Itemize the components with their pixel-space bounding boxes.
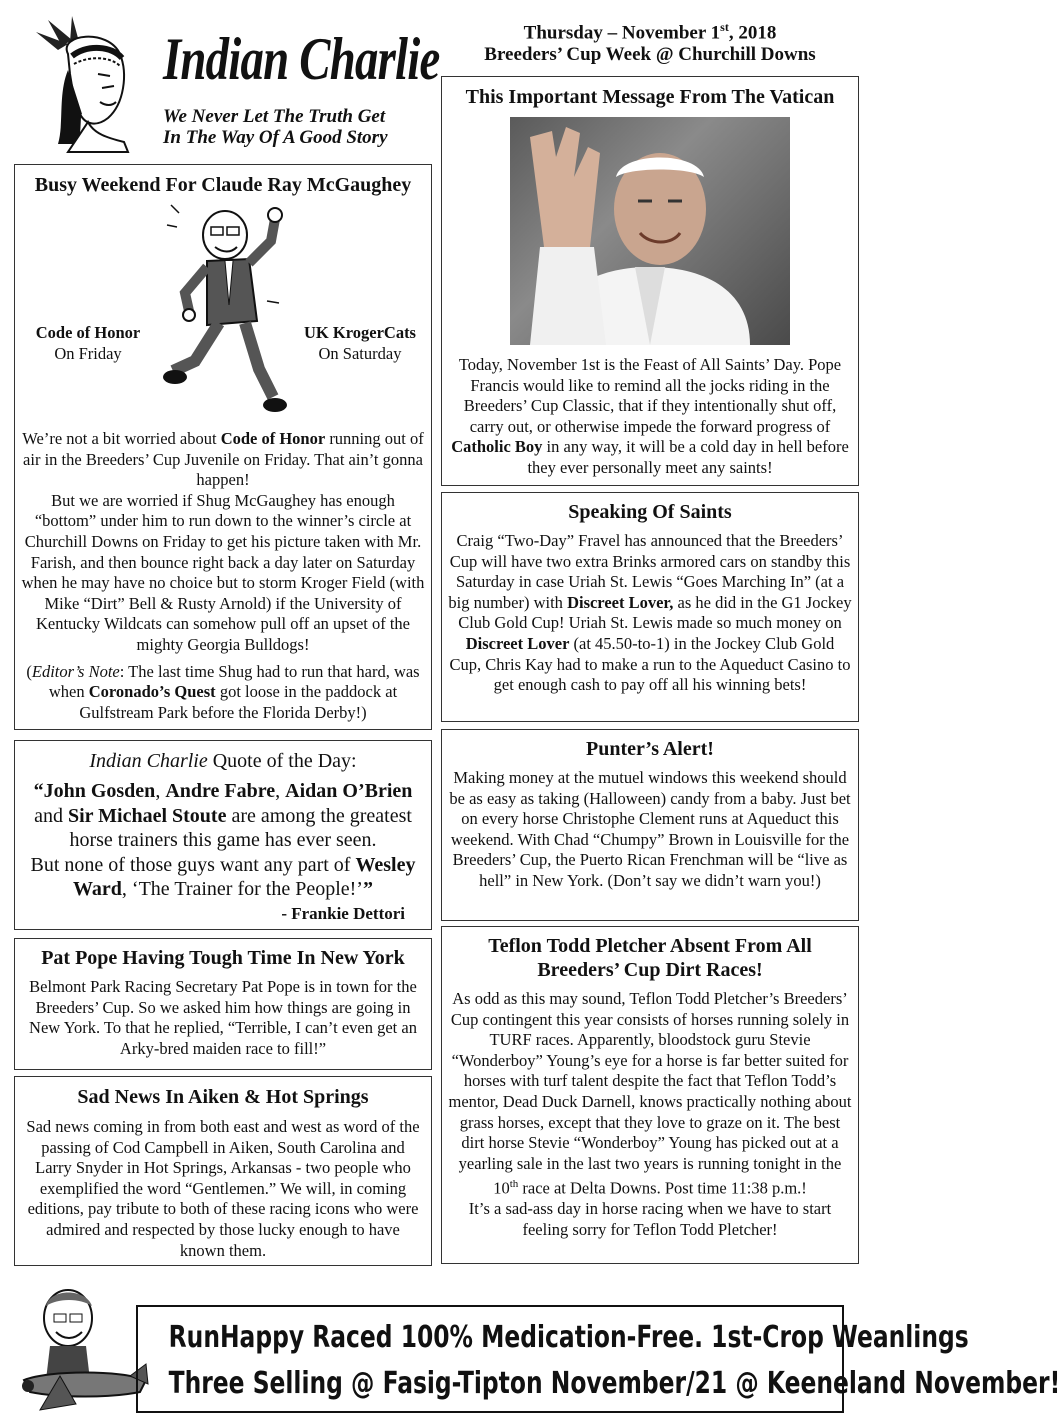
article-sad-news bbox=[14, 1076, 432, 1266]
running-man-cartoon bbox=[167, 201, 287, 417]
article-body: Making money at the mutuel windows this weekend should be as easy as taking (Halloween) candy from a baby. Just bet on every horse Christophe Clement runs at Aqueduct this weekend. With Chad “Chumpy” Brown in Louisville for the Breeders’ Cup, the Puerto Rican Frenchman will be “live as hell” in New York. (Don’t say we didn’t warn you!) bbox=[449, 768, 851, 890]
article-punters-alert bbox=[441, 729, 859, 921]
dateline-event: Breeders’ Cup Week @ Churchill Downs bbox=[484, 44, 816, 66]
article-claude-mcgaughey bbox=[14, 164, 432, 730]
article-body: Belmont Park Racing Secretary Pat Pope is in town for the Breeders’ Cup. So we asked him how things are going in New York. To that he replied, “Terrible, I can’t even get an Arky-bred maiden race to fill!” bbox=[29, 977, 417, 1058]
text-run: We’re not a bit worried about bbox=[22, 429, 221, 448]
pope-francis-photo bbox=[510, 117, 790, 345]
dateline-year: , 2018 bbox=[728, 22, 777, 44]
masthead-tagline-1: We Never Let The Truth Get bbox=[163, 106, 386, 127]
trainer-name: Aidan O’Brien bbox=[285, 780, 413, 802]
paragraph bbox=[448, 989, 852, 1199]
right-caption: On Saturday bbox=[318, 343, 402, 363]
article-title: Pat Pope Having Tough Time In New York bbox=[41, 947, 405, 969]
masthead-title: Indian Charlie bbox=[163, 26, 440, 92]
quote-title bbox=[15, 749, 431, 773]
quote-attribution: - Frankie Dettori bbox=[281, 904, 405, 923]
article-speaking-of-saints bbox=[441, 492, 859, 722]
paragraph: It’s a sad-ass day in horse racing when we have to start feeling sorry for Teflon Todd Pletcher! bbox=[468, 1199, 832, 1240]
article-body: Sad news coming in from both east and west as word of the passing of Cod Campbell in Aiken, South Carolina and Larry Snyder in Hot Springs, Arkansas - two people who exemplified the word “Gentlemen.” We will, in coming editions, pay tribute to both of these racing icons who were admired and respected by those lucky enough to have known them. bbox=[26, 1117, 420, 1260]
article-body bbox=[448, 989, 852, 1241]
paragraph: But we are worried if Shug McGaughey has enough “bottom” under him to run down to the winner’s circle at Churchill Downs on Friday to get his picture taken with Mr. Farish, and then bounce right back a day later on Saturday when he may have no choice but to storm Kroger Field (with Mike “Dirt” Bell & Rusty Arnold) if the University of Kentucky Wildcats can somehow pull off an upset of the mighty Georgia Bulldogs! bbox=[21, 490, 425, 654]
text-run: are among the greatest horse trainers this game has ever seen. bbox=[69, 804, 412, 851]
article-title-line: Breeders’ Cup Dirt Races! bbox=[537, 959, 763, 981]
trainer-name: “John Gosden bbox=[33, 780, 156, 802]
quote-title-rest: Quote of the Day: bbox=[207, 750, 357, 772]
text-run: running out of air in the Breeders’ Cup Juvenile on Friday. That ain’t gonna happen! bbox=[23, 429, 424, 490]
article-vatican bbox=[441, 76, 859, 486]
text-run: , ‘The Trainer for the People!’ bbox=[121, 878, 363, 900]
text-run: ” bbox=[362, 878, 373, 900]
text-run: , bbox=[275, 780, 286, 802]
text-run: got loose in the paddock at Gulfstream Park before the Florida Derby!) bbox=[79, 682, 398, 722]
ad-line-1: RunHappy Raced 100% Medication-Free. 1st-Crop Weanlings bbox=[168, 1320, 969, 1355]
text-run: (at 45.50-to-1) in the Jockey Club Gold Cup, Chris Kay had to make a run to the Aqueduct Casino to get enough cash to pay off all his winning bets! bbox=[449, 633, 851, 695]
paragraph bbox=[21, 429, 425, 491]
article-title: Busy Weekend For Claude Ray McGaughey bbox=[34, 174, 412, 196]
article-title-line: Teflon Todd Pletcher Absent From All bbox=[488, 935, 812, 957]
article-title: Punter’s Alert! bbox=[586, 738, 714, 760]
ad-line-2: Three Selling @ Fasig-Tipton November/21 @ Keeneland November! bbox=[168, 1366, 1060, 1401]
indian-logo bbox=[28, 14, 140, 154]
ordinal: th bbox=[509, 1178, 519, 1191]
masthead-tagline-2: In The Way Of A Good Story bbox=[163, 127, 388, 148]
text-run: As odd as this may sound, Teflon Todd Pletcher’s Breeders’ Cup contingent this year consists of horses running solely in TURF races. Apparently, bloodstock guru Stevie “Wonderboy” Young’s eye for a horse is far better suited for horses with turf talent despite the fact that Teflon Todd’s mentor, Dead Duck Darnell, knows practically nothing about grass horses, except that they love to graze on it. The best dirt horse Stevie “Wonderboy” Young has picked out at a yearling sale in the last two years is running tonight in the 10 bbox=[448, 989, 852, 1198]
ad-cartoon-plane bbox=[20, 1284, 150, 1418]
text-run: as he did in the G1 Jockey Club Gold Cup! Uriah St. Lewis made so much money on bbox=[458, 592, 852, 633]
left-caption: On Friday bbox=[54, 343, 122, 363]
right-caption-bold: UK KrogerCats bbox=[304, 323, 416, 342]
text-run: in any way, it will be a cold day in hell before they ever personally meet any saints! bbox=[527, 437, 849, 477]
article-title: This Important Message From The Vatican bbox=[465, 86, 835, 108]
ad-banner bbox=[136, 1305, 1060, 1413]
quote-of-the-day bbox=[14, 740, 432, 930]
article-pat-pope bbox=[14, 938, 432, 1070]
left-caption-bold: Code of Honor bbox=[35, 323, 141, 342]
trainer-name: Andre Fabre bbox=[165, 780, 276, 802]
article-title: Speaking Of Saints bbox=[568, 501, 732, 523]
trainer-name: Sir Michael Stoute bbox=[67, 804, 227, 827]
horse-name: Discreet Lover, bbox=[567, 592, 674, 612]
text-run: race at Delta Downs. Post time 11:38 p.m.! bbox=[518, 1178, 807, 1198]
trainer-name: Wesley Ward bbox=[73, 853, 416, 900]
text-run: and bbox=[34, 804, 68, 827]
dateline-ordinal: st bbox=[720, 20, 729, 34]
text-run: Craig “Two-Day” Fravel has announced that the Breeders’ Cup will have two extra Brinks armored cars on standby this Saturday in case Uriah St. Lewis “Goes Marching In” (at a big number) with bbox=[448, 531, 851, 612]
dateline-date: Thursday – November 1 bbox=[523, 22, 721, 44]
article-title bbox=[442, 934, 858, 982]
article-body bbox=[21, 429, 425, 723]
text-run: : The last time Shug had to run that hard, was when bbox=[48, 661, 420, 702]
horse-name: Code of Honor bbox=[220, 429, 326, 448]
article-title: Sad News In Aiken & Hot Springs bbox=[77, 1086, 369, 1108]
quote-text bbox=[21, 779, 425, 902]
text-run: , bbox=[155, 780, 166, 802]
text-run: But none of those guys want any part of bbox=[30, 853, 356, 876]
text-run: Today, November 1st is the Feast of All Saints’ Day. Pope Francis would like to remind all the jocks riding in the Breeders’ Cup Classic, that if they intentionally shut off, carry out, or otherwise impede the forward progress of bbox=[458, 355, 842, 436]
article-body bbox=[448, 531, 852, 696]
horse-name: Coronado’s Quest bbox=[88, 682, 216, 702]
text-run: ( bbox=[26, 661, 32, 681]
article-body bbox=[448, 355, 852, 479]
horse-name: Catholic Boy bbox=[451, 437, 543, 457]
editors-note bbox=[21, 662, 425, 724]
article-teflon-todd bbox=[441, 926, 859, 1264]
horse-name: Discreet Lover bbox=[465, 633, 570, 653]
note-label: Editor’s Note bbox=[31, 661, 120, 681]
quote-title-italic: Indian Charlie bbox=[89, 750, 208, 772]
dateline bbox=[441, 16, 859, 66]
